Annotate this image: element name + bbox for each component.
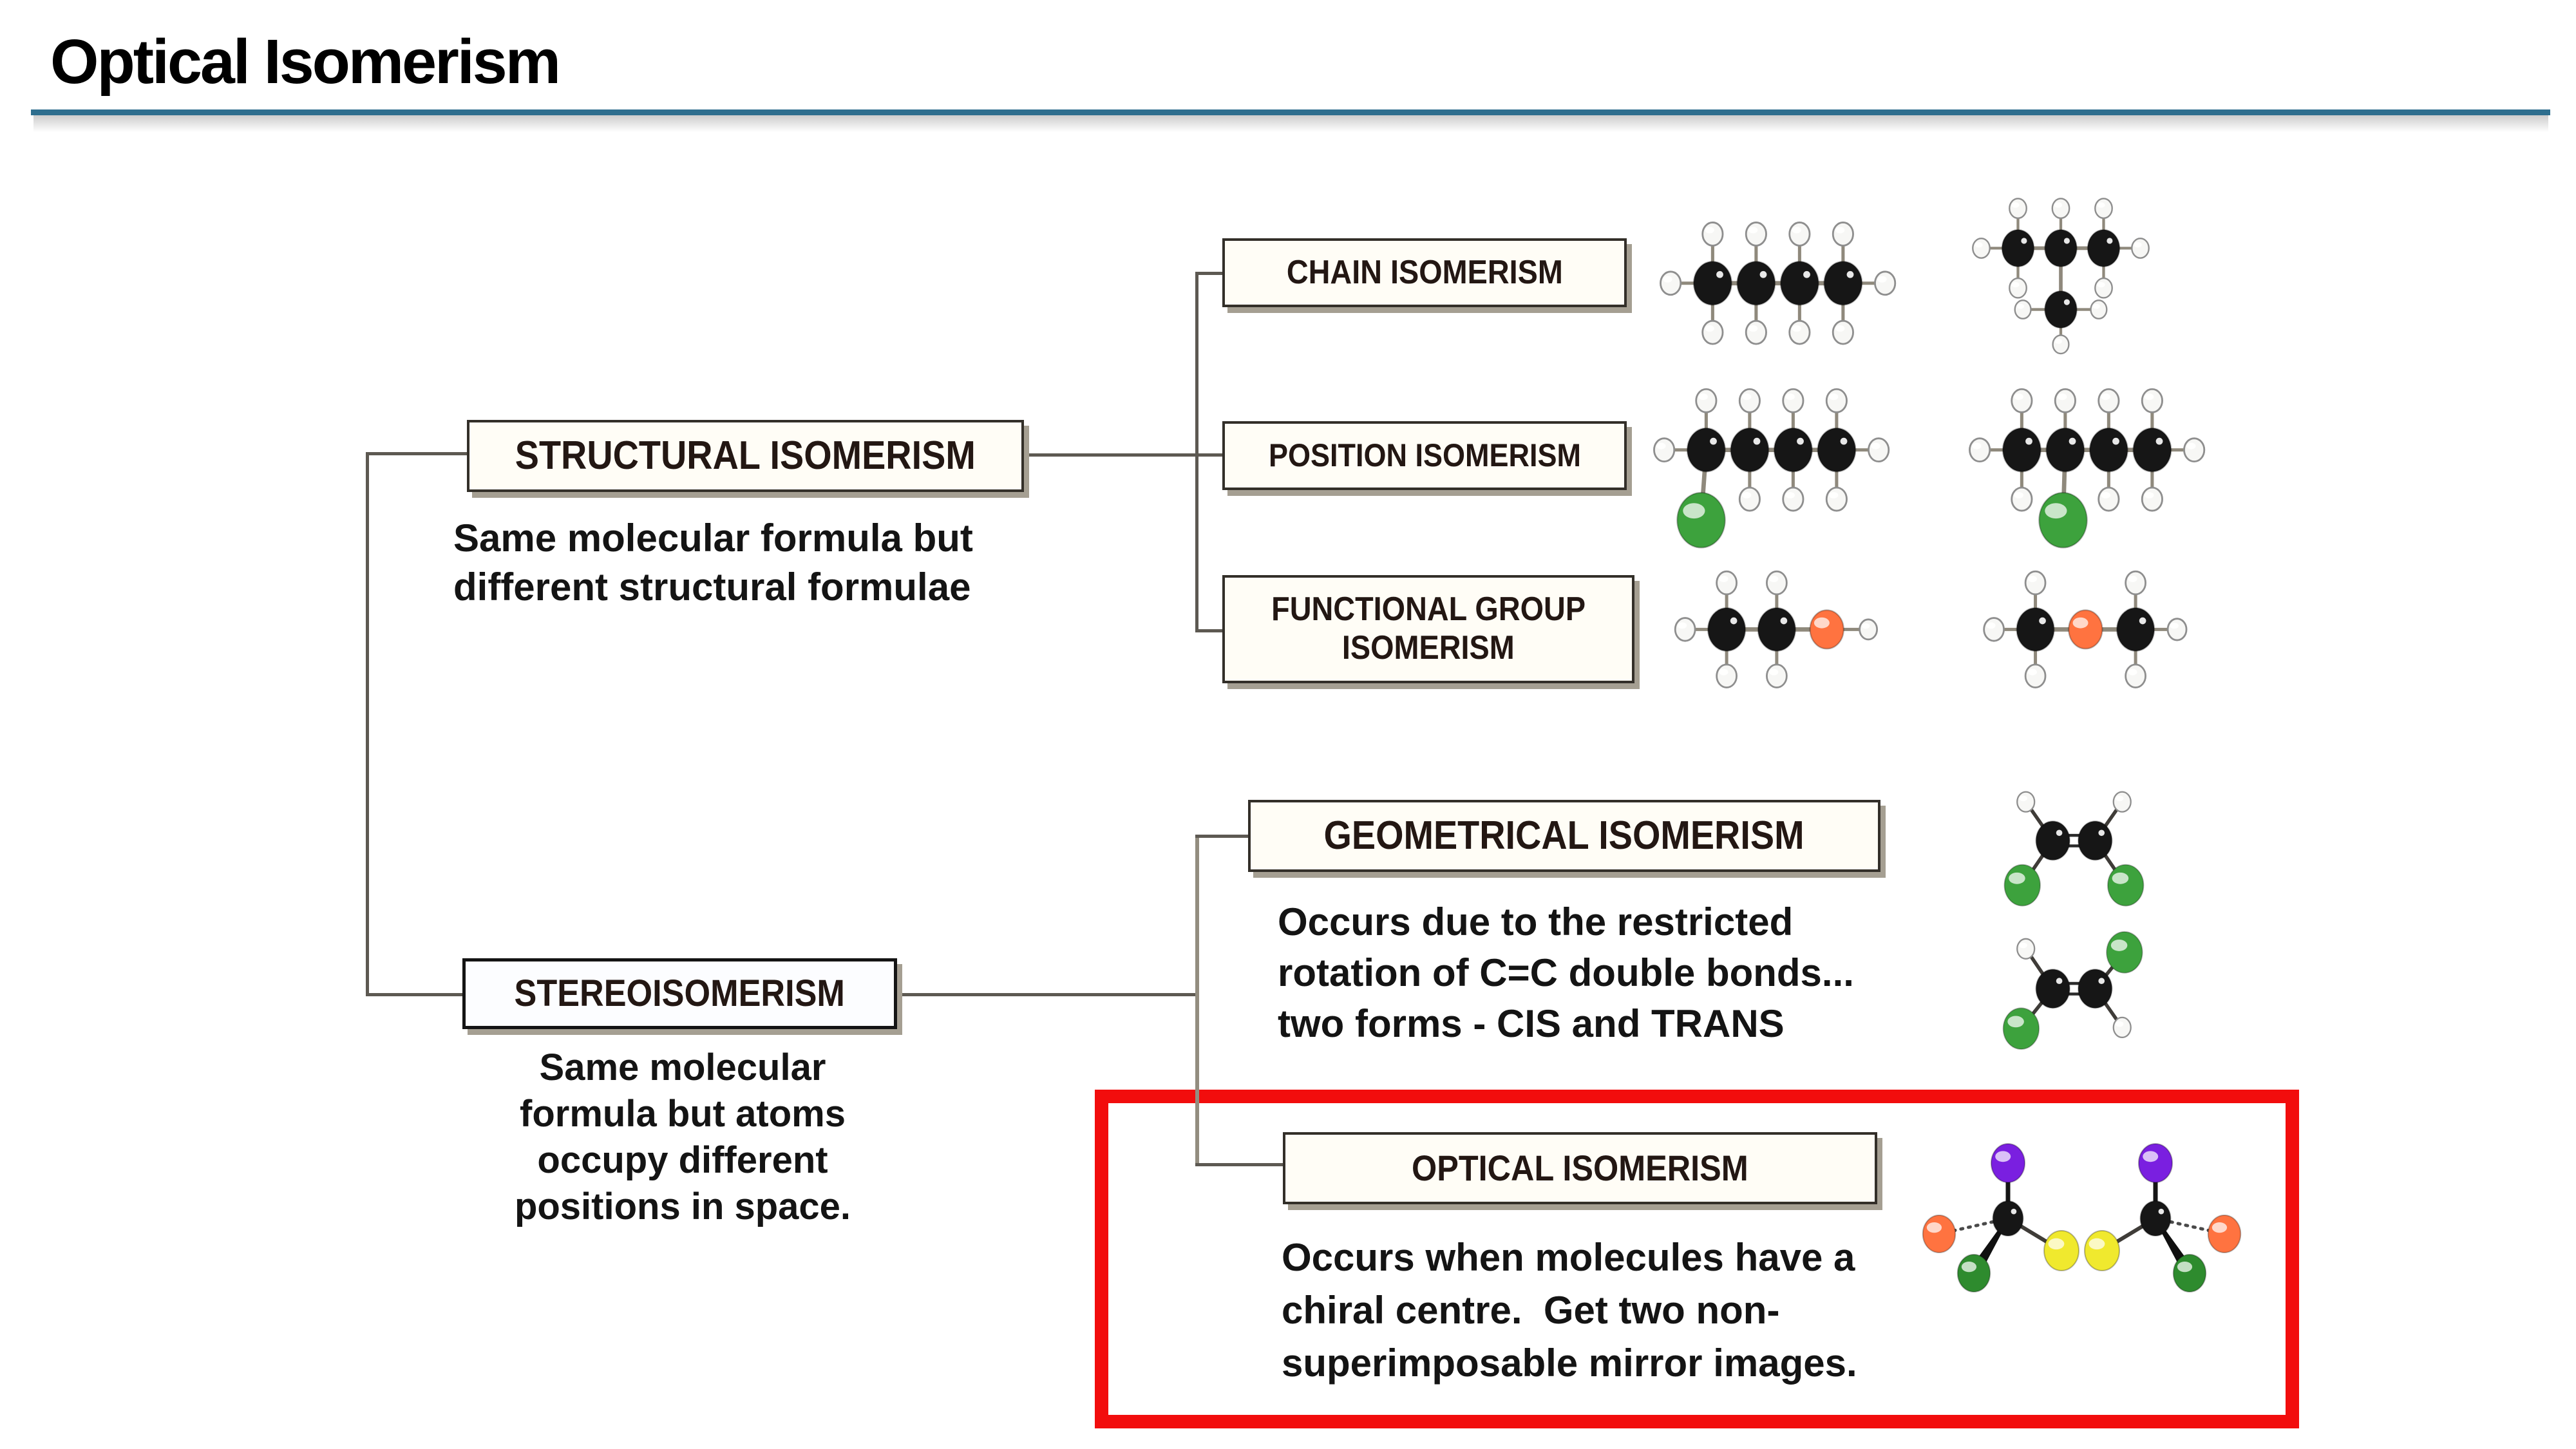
geometrical-description <box>1278 896 1854 1049</box>
text-line: formula but atoms <box>520 1093 846 1135</box>
text-line: Occurs when molecules have a <box>1282 1236 1855 1279</box>
structural-description <box>453 514 973 612</box>
node-position-isomerism <box>1222 421 1627 490</box>
molecule-butane-image <box>1629 196 1919 384</box>
node-geometrical-label: GEOMETRICAL ISOMERISM <box>1323 813 1805 858</box>
node-stereoisomerism <box>462 958 897 1029</box>
node-structural-label: STRUCTURAL ISOMERISM <box>515 433 976 478</box>
text-line: occupy different <box>537 1139 828 1181</box>
connector-optical-stub <box>1195 1163 1284 1166</box>
connector-structural-main <box>1023 453 1225 457</box>
title-underline <box>31 109 2550 115</box>
connector-structural-vertical <box>1195 272 1198 632</box>
molecule-chiral-right-image <box>2054 1140 2273 1333</box>
connector-left-vertical <box>366 452 369 996</box>
stereo-description <box>399 1045 966 1230</box>
connector-functional-stub <box>1195 629 1226 632</box>
connector-stereo-vertical <box>1195 835 1199 1166</box>
page-title: Optical Isomerism <box>50 26 559 97</box>
text-line: Occurs due to the restricted <box>1278 900 1794 943</box>
text-line: Same molecular <box>539 1046 826 1088</box>
optical-description <box>1282 1231 1857 1390</box>
text-line: superimposable mirror images. <box>1282 1341 1857 1385</box>
molecule-cis-isomer-image <box>1971 776 2170 923</box>
molecule-2-chlorobutane-image <box>1938 370 2228 580</box>
node-position-label: POSITION ISOMERISM <box>1268 437 1581 473</box>
text-line: rotation of C=C double bonds... <box>1278 951 1854 994</box>
connector-structural-left-stub <box>366 452 468 455</box>
molecule-ether-image <box>1967 551 2225 723</box>
molecule-trans-isomer-image <box>1971 911 2170 1070</box>
node-geometrical-isomerism <box>1248 800 1880 872</box>
text-line: chiral centre. Get two non- <box>1282 1289 1780 1332</box>
node-chain-isomerism <box>1222 238 1627 307</box>
connector-stereo-main <box>896 993 1198 996</box>
node-optical-isomerism <box>1283 1132 1877 1204</box>
node-stereo-label: STEREOISOMERISM <box>514 972 846 1014</box>
molecule-1-chlorobutane-image <box>1623 370 1913 580</box>
connector-geometrical-stub <box>1195 835 1249 838</box>
node-functional-group-isomerism <box>1222 575 1634 683</box>
node-chain-label: CHAIN ISOMERISM <box>1286 253 1563 291</box>
text-line: positions in space. <box>514 1186 851 1227</box>
title-underline-shadow <box>33 115 2548 132</box>
molecule-alcohol-image <box>1655 551 1913 723</box>
node-functional-label-line2: ISOMERISM <box>1342 629 1515 667</box>
node-structural-isomerism <box>467 420 1024 492</box>
text-line: different structural formulae <box>453 565 971 609</box>
node-functional-label-line1: FUNCTIONAL GROUP <box>1271 591 1586 629</box>
text-line: two forms - CIS and TRANS <box>1278 1002 1785 1045</box>
connector-chain-stub <box>1195 272 1226 275</box>
text-line: Same molecular formula but <box>453 516 973 560</box>
node-optical-label: OPTICAL ISOMERISM <box>1412 1147 1748 1188</box>
connector-stereo-left-stub <box>366 993 466 996</box>
molecule-isobutane-image <box>1938 190 2183 380</box>
